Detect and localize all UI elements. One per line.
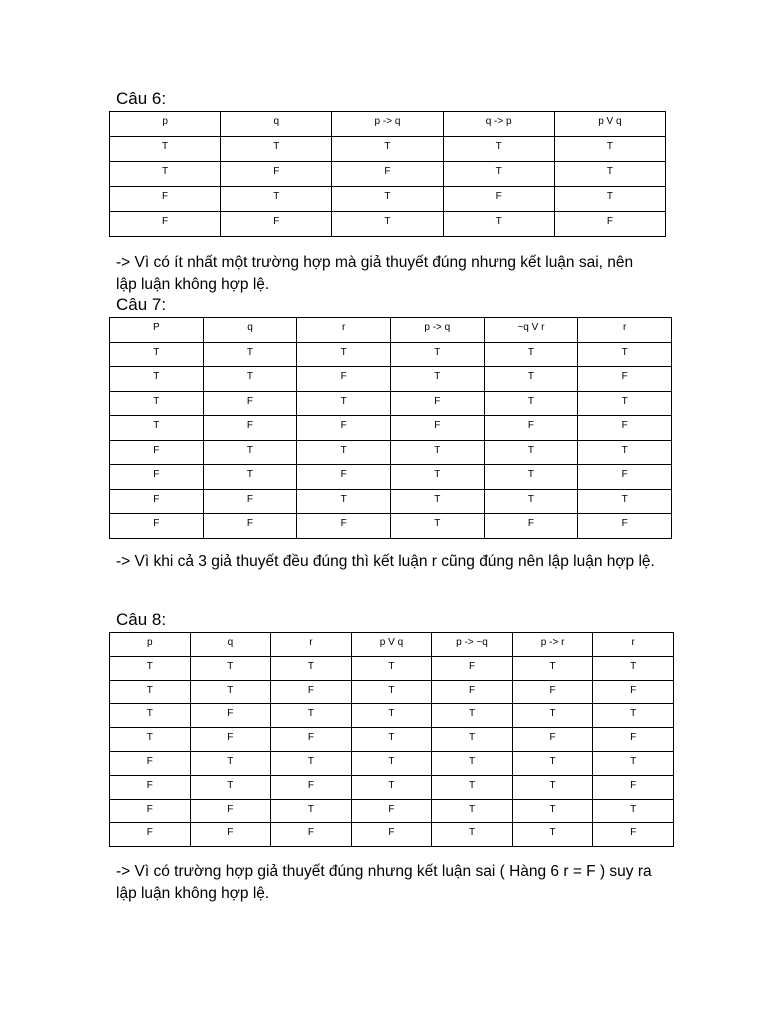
table-cell: F bbox=[110, 489, 204, 514]
table-cell: T bbox=[484, 489, 578, 514]
table-row bbox=[110, 342, 672, 367]
table-cell: T bbox=[110, 342, 204, 367]
table-cell: F bbox=[190, 823, 271, 847]
table-cell: F bbox=[221, 162, 332, 187]
table-cell: T bbox=[332, 187, 443, 212]
table-cell: T bbox=[390, 514, 484, 539]
table-cell: F bbox=[110, 465, 204, 490]
column-header: r bbox=[297, 318, 391, 343]
table-cell: F bbox=[110, 187, 221, 212]
table-cell: F bbox=[578, 367, 672, 392]
table-cell: T bbox=[512, 823, 593, 847]
table-row bbox=[110, 728, 674, 752]
table-cell: T bbox=[190, 751, 271, 775]
table-cell: T bbox=[110, 162, 221, 187]
table-cell: T bbox=[110, 680, 191, 704]
table-row bbox=[110, 680, 674, 704]
column-header: ~q V r bbox=[484, 318, 578, 343]
question-8-conclusion: -> Vì có trường hợp giả thuyết đúng nhưng kết luận sai ( Hàng 6 r = F ) suy ra lập luận không hợp lệ. bbox=[116, 863, 652, 902]
table-cell: T bbox=[110, 728, 191, 752]
table-cell: F bbox=[190, 728, 271, 752]
table-cell: T bbox=[432, 728, 513, 752]
table-cell: T bbox=[593, 656, 674, 680]
table-cell: F bbox=[110, 514, 204, 539]
column-header: p bbox=[110, 633, 191, 657]
table-cell: T bbox=[271, 704, 352, 728]
table-row bbox=[110, 823, 674, 847]
table-cell: T bbox=[203, 342, 297, 367]
table-row bbox=[110, 489, 672, 514]
table-cell: T bbox=[484, 391, 578, 416]
table-cell: F bbox=[578, 416, 672, 441]
table-cell: T bbox=[271, 751, 352, 775]
table-cell: T bbox=[351, 728, 432, 752]
table-cell: T bbox=[271, 656, 352, 680]
table-cell: T bbox=[297, 440, 391, 465]
table-cell: T bbox=[110, 137, 221, 162]
truth-table-8 bbox=[109, 632, 674, 847]
table-cell: T bbox=[332, 212, 443, 237]
truth-table-6 bbox=[109, 111, 666, 237]
table-cell: T bbox=[110, 367, 204, 392]
table-cell: T bbox=[593, 799, 674, 823]
table-cell: T bbox=[110, 704, 191, 728]
column-header: r bbox=[593, 633, 674, 657]
table-cell: T bbox=[203, 465, 297, 490]
table-cell: F bbox=[203, 416, 297, 441]
table-cell: T bbox=[190, 656, 271, 680]
table-cell: T bbox=[593, 704, 674, 728]
table-cell: F bbox=[110, 751, 191, 775]
table-cell: T bbox=[332, 137, 443, 162]
table-cell: T bbox=[512, 775, 593, 799]
table-cell: T bbox=[443, 162, 554, 187]
table-cell: F bbox=[110, 775, 191, 799]
table-cell: T bbox=[512, 704, 593, 728]
table-cell: T bbox=[190, 680, 271, 704]
table-cell: F bbox=[554, 212, 665, 237]
question-8-heading: Câu 8: bbox=[116, 610, 167, 629]
table-cell: T bbox=[390, 367, 484, 392]
table-cell: F bbox=[190, 799, 271, 823]
table-row bbox=[110, 367, 672, 392]
table-cell: F bbox=[390, 416, 484, 441]
table-cell: T bbox=[554, 137, 665, 162]
table-row bbox=[110, 775, 674, 799]
table-cell: T bbox=[484, 465, 578, 490]
table-cell: T bbox=[390, 440, 484, 465]
column-header: p -> r bbox=[512, 633, 593, 657]
column-header: q bbox=[221, 112, 332, 137]
table-row bbox=[110, 187, 666, 212]
question-6-conclusion: -> Vì có ít nhất một trường hợp mà giả thuyết đúng nhưng kết luận sai, nên lập luận không hợp lệ. bbox=[116, 254, 634, 293]
table-cell: F bbox=[593, 680, 674, 704]
table-cell: T bbox=[390, 489, 484, 514]
table-cell: F bbox=[578, 514, 672, 539]
table-cell: T bbox=[593, 751, 674, 775]
table-cell: F bbox=[271, 775, 352, 799]
table-row bbox=[110, 751, 674, 775]
table-cell: F bbox=[221, 212, 332, 237]
table-row bbox=[110, 391, 672, 416]
table-cell: T bbox=[203, 367, 297, 392]
column-header: q bbox=[203, 318, 297, 343]
table-header-row bbox=[110, 633, 674, 657]
question-7-conclusion: -> Vì khi cả 3 giả thuyết đều đúng thì kết luận r cũng đúng nên lập luận hợp lệ. bbox=[116, 553, 655, 570]
column-header: q bbox=[190, 633, 271, 657]
table-header-row bbox=[110, 318, 672, 343]
table-cell: T bbox=[484, 342, 578, 367]
table-row bbox=[110, 514, 672, 539]
table-cell: F bbox=[593, 823, 674, 847]
table-cell: T bbox=[351, 656, 432, 680]
table-cell: F bbox=[484, 514, 578, 539]
table-cell: F bbox=[203, 391, 297, 416]
table-cell: F bbox=[578, 465, 672, 490]
table-cell: F bbox=[390, 391, 484, 416]
table-cell: T bbox=[390, 342, 484, 367]
table-cell: T bbox=[443, 137, 554, 162]
table-cell: F bbox=[271, 680, 352, 704]
table-row bbox=[110, 440, 672, 465]
question-6-heading: Câu 6: bbox=[116, 89, 167, 108]
table-cell: T bbox=[203, 440, 297, 465]
table-cell: T bbox=[432, 799, 513, 823]
table-cell: T bbox=[221, 187, 332, 212]
table-cell: T bbox=[432, 823, 513, 847]
table-cell: T bbox=[554, 187, 665, 212]
table-cell: T bbox=[484, 367, 578, 392]
table-cell: T bbox=[554, 162, 665, 187]
table-row bbox=[110, 704, 674, 728]
table-cell: F bbox=[484, 416, 578, 441]
table-cell: T bbox=[484, 440, 578, 465]
table-cell: F bbox=[110, 823, 191, 847]
table-cell: T bbox=[390, 465, 484, 490]
table-row bbox=[110, 137, 666, 162]
table-cell: T bbox=[271, 799, 352, 823]
table-cell: F bbox=[203, 489, 297, 514]
table-cell: T bbox=[512, 751, 593, 775]
table-cell: F bbox=[297, 416, 391, 441]
table-cell: T bbox=[297, 391, 391, 416]
table-cell: F bbox=[297, 465, 391, 490]
column-header: p -> q bbox=[332, 112, 443, 137]
table-cell: T bbox=[351, 680, 432, 704]
table-cell: F bbox=[432, 656, 513, 680]
table-cell: T bbox=[578, 489, 672, 514]
table-cell: T bbox=[432, 751, 513, 775]
table-cell: T bbox=[110, 391, 204, 416]
table-cell: T bbox=[578, 342, 672, 367]
column-header: p V q bbox=[351, 633, 432, 657]
question-7-heading: Câu 7: bbox=[116, 295, 167, 314]
table-cell: F bbox=[512, 680, 593, 704]
table-cell: F bbox=[190, 704, 271, 728]
table-cell: F bbox=[432, 680, 513, 704]
table-cell: F bbox=[593, 728, 674, 752]
table-cell: T bbox=[351, 751, 432, 775]
table-row bbox=[110, 465, 672, 490]
table-cell: F bbox=[351, 799, 432, 823]
table-cell: T bbox=[190, 775, 271, 799]
table-row bbox=[110, 416, 672, 441]
truth-table-7 bbox=[109, 317, 672, 539]
table-cell: F bbox=[512, 728, 593, 752]
table-row bbox=[110, 799, 674, 823]
table-cell: F bbox=[351, 823, 432, 847]
table-cell: F bbox=[110, 212, 221, 237]
table-cell: T bbox=[110, 416, 204, 441]
table-cell: T bbox=[578, 391, 672, 416]
table-cell: T bbox=[432, 775, 513, 799]
table-header-row bbox=[110, 112, 666, 137]
table-cell: T bbox=[297, 342, 391, 367]
table-row bbox=[110, 162, 666, 187]
table-cell: T bbox=[110, 656, 191, 680]
table-row bbox=[110, 656, 674, 680]
column-header: p -> ~q bbox=[432, 633, 513, 657]
column-header: p bbox=[110, 112, 221, 137]
table-cell: F bbox=[271, 823, 352, 847]
column-header: p -> q bbox=[390, 318, 484, 343]
table-cell: T bbox=[351, 704, 432, 728]
column-header: p V q bbox=[554, 112, 665, 137]
table-cell: F bbox=[110, 799, 191, 823]
column-header: q -> p bbox=[443, 112, 554, 137]
table-cell: F bbox=[332, 162, 443, 187]
table-cell: T bbox=[351, 775, 432, 799]
table-cell: T bbox=[443, 212, 554, 237]
table-cell: T bbox=[512, 799, 593, 823]
table-cell: F bbox=[297, 367, 391, 392]
table-cell: F bbox=[110, 440, 204, 465]
table-row bbox=[110, 212, 666, 237]
table-cell: T bbox=[578, 440, 672, 465]
table-cell: F bbox=[203, 514, 297, 539]
table-cell: F bbox=[593, 775, 674, 799]
table-cell: T bbox=[297, 489, 391, 514]
column-header: P bbox=[110, 318, 204, 343]
table-cell: F bbox=[271, 728, 352, 752]
table-cell: T bbox=[512, 656, 593, 680]
column-header: r bbox=[578, 318, 672, 343]
table-cell: T bbox=[221, 137, 332, 162]
column-header: r bbox=[271, 633, 352, 657]
table-cell: F bbox=[443, 187, 554, 212]
table-cell: T bbox=[432, 704, 513, 728]
table-cell: F bbox=[297, 514, 391, 539]
